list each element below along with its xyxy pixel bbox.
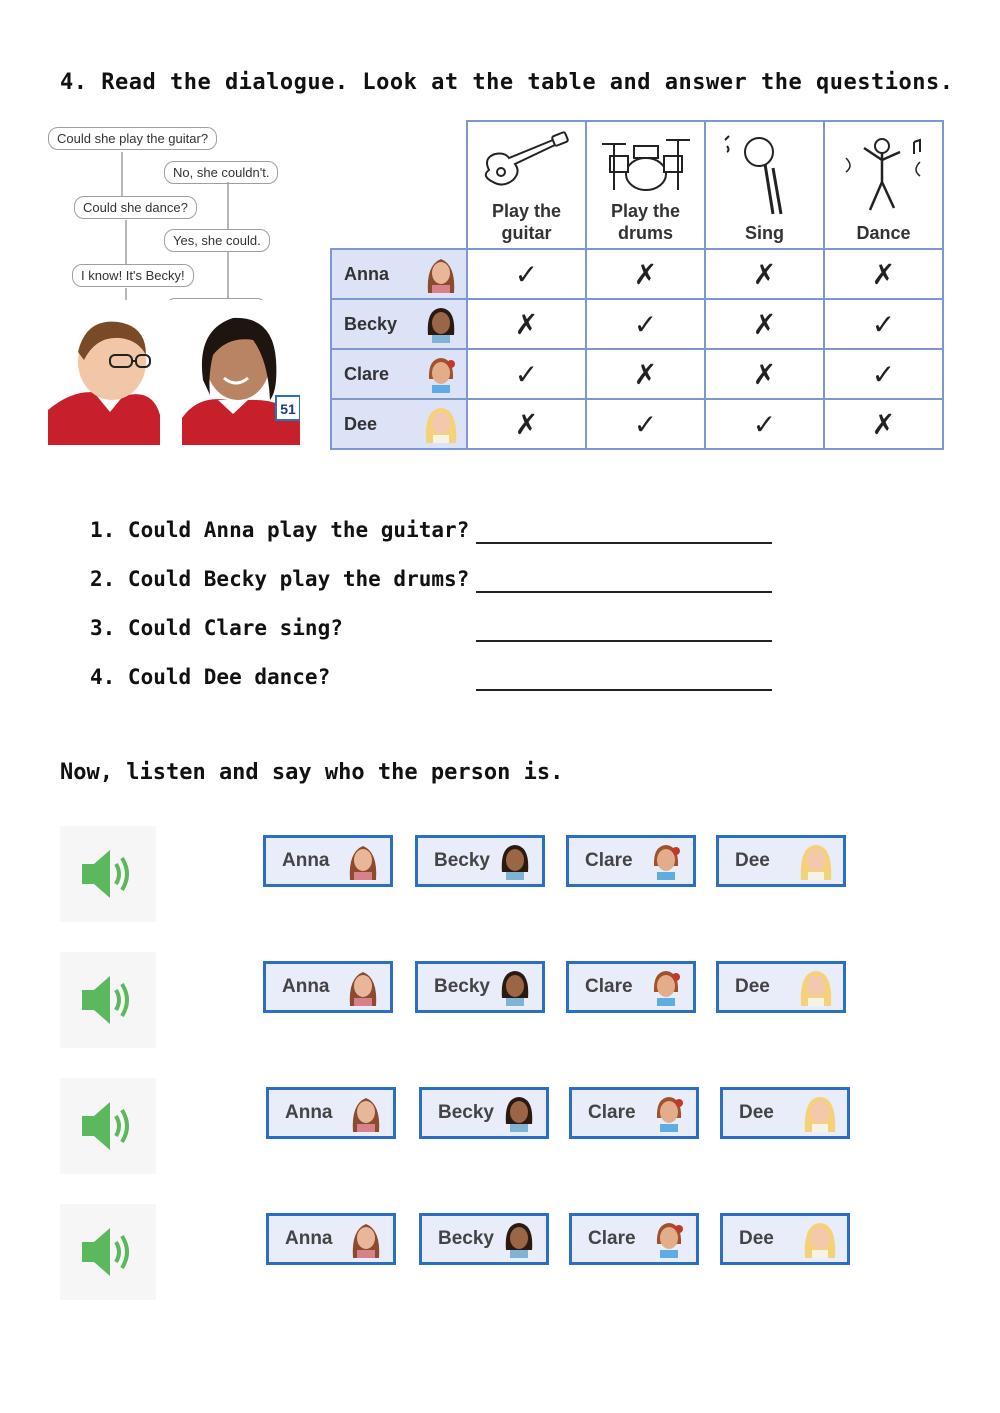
table-mark: ✗ bbox=[705, 349, 824, 399]
answer-option-clare[interactable] bbox=[566, 835, 696, 887]
speech-bubble: Could she dance? bbox=[74, 196, 197, 219]
table-mark: ✗ bbox=[467, 399, 586, 449]
option-label: Clare bbox=[588, 1228, 636, 1249]
table-mark: ✗ bbox=[586, 349, 705, 399]
children-photo bbox=[48, 300, 300, 445]
answer-option-clare[interactable] bbox=[569, 1213, 699, 1265]
table-row bbox=[331, 249, 943, 299]
answer-field[interactable] bbox=[476, 640, 772, 642]
speaker-icon bbox=[76, 1096, 140, 1156]
becky-avatar-icon bbox=[498, 967, 532, 1007]
anna-avatar-icon bbox=[349, 1219, 383, 1259]
clare-avatar-icon bbox=[649, 967, 683, 1007]
table-row bbox=[331, 399, 943, 449]
option-label: Becky bbox=[438, 1102, 494, 1123]
audio-play-button[interactable] bbox=[60, 826, 156, 922]
microphone-icon bbox=[715, 132, 815, 216]
listen-heading: Now, listen and say who the person is. bbox=[60, 760, 564, 785]
question-row bbox=[90, 665, 790, 714]
speech-bubble: Yes, she could. bbox=[164, 229, 270, 252]
drums-icon bbox=[596, 130, 696, 194]
table-mark: ✗ bbox=[586, 249, 705, 299]
row-name-cell: Clare bbox=[331, 349, 467, 399]
answer-field[interactable] bbox=[476, 689, 772, 691]
audio-play-button[interactable] bbox=[60, 1204, 156, 1300]
answer-option-dee[interactable] bbox=[720, 1087, 850, 1139]
column-header bbox=[705, 121, 824, 249]
ability-table bbox=[330, 120, 944, 450]
option-label: Clare bbox=[588, 1102, 636, 1123]
becky-avatar-icon bbox=[502, 1093, 536, 1133]
speech-bubble: No, she couldn't. bbox=[164, 161, 278, 184]
speaker-icon bbox=[76, 844, 140, 904]
question-list bbox=[90, 518, 790, 714]
column-label: Play the drums bbox=[610, 201, 681, 243]
guitar-icon bbox=[477, 130, 577, 194]
table-mark: ✗ bbox=[467, 299, 586, 349]
answer-option-dee[interactable] bbox=[716, 961, 846, 1013]
clare-avatar-icon bbox=[424, 355, 458, 393]
answer-option-anna[interactable] bbox=[266, 1087, 396, 1139]
answer-field[interactable] bbox=[476, 591, 772, 593]
anna-avatar-icon bbox=[346, 841, 380, 881]
option-label: Anna bbox=[285, 1228, 333, 1249]
speech-bubble: Could she play the guitar? bbox=[48, 127, 217, 150]
table-mark: ✗ bbox=[705, 299, 824, 349]
dee-avatar-icon bbox=[424, 405, 458, 443]
option-label: Anna bbox=[285, 1102, 333, 1123]
answer-option-dee[interactable] bbox=[720, 1213, 850, 1265]
answer-option-dee[interactable] bbox=[716, 835, 846, 887]
option-label: Becky bbox=[438, 1228, 494, 1249]
option-label: Dee bbox=[739, 1228, 774, 1249]
audio-play-button[interactable] bbox=[60, 1078, 156, 1174]
question-row bbox=[90, 518, 790, 567]
row-name-cell: Anna bbox=[331, 249, 467, 299]
column-label: Play the guitar bbox=[491, 201, 562, 243]
question-text: 4. Could Dee dance? bbox=[90, 665, 331, 689]
table-mark: ✓ bbox=[586, 399, 705, 449]
answer-option-anna[interactable] bbox=[266, 1213, 396, 1265]
row-name-cell: Becky bbox=[331, 299, 467, 349]
audio-play-button[interactable] bbox=[60, 952, 156, 1048]
page-badge: 51 bbox=[280, 401, 296, 417]
table-row bbox=[331, 349, 943, 399]
column-label: Sing bbox=[745, 223, 784, 243]
speaker-icon bbox=[76, 1222, 140, 1282]
option-label: Becky bbox=[434, 850, 490, 871]
option-label: Dee bbox=[735, 976, 770, 997]
table-mark: ✓ bbox=[467, 349, 586, 399]
table-mark: ✓ bbox=[824, 349, 943, 399]
dee-avatar-icon bbox=[799, 967, 833, 1007]
table-mark: ✓ bbox=[705, 399, 824, 449]
table-mark: ✓ bbox=[467, 249, 586, 299]
table-header-row bbox=[331, 121, 943, 249]
question-text: 3. Could Clare sing? bbox=[90, 616, 343, 640]
option-label: Anna bbox=[282, 976, 330, 997]
column-header bbox=[467, 121, 586, 249]
answer-option-anna[interactable] bbox=[263, 961, 393, 1013]
option-label: Dee bbox=[735, 850, 770, 871]
dee-avatar-icon bbox=[799, 841, 833, 881]
option-label: Dee bbox=[739, 1102, 774, 1123]
answer-option-becky[interactable] bbox=[415, 961, 545, 1013]
clare-avatar-icon bbox=[649, 841, 683, 881]
speaker-icon bbox=[76, 970, 140, 1030]
anna-avatar-icon bbox=[349, 1093, 383, 1133]
table-mark: ✗ bbox=[824, 249, 943, 299]
option-label: Clare bbox=[585, 850, 633, 871]
table-mark: ✓ bbox=[824, 299, 943, 349]
dee-avatar-icon bbox=[803, 1093, 837, 1133]
clare-avatar-icon bbox=[652, 1093, 686, 1133]
option-label: Anna bbox=[282, 850, 330, 871]
table-mark: ✓ bbox=[586, 299, 705, 349]
dancer-icon bbox=[834, 132, 934, 216]
question-row bbox=[90, 567, 790, 616]
becky-avatar-icon bbox=[502, 1219, 536, 1259]
answer-field[interactable] bbox=[476, 542, 772, 544]
becky-avatar-icon bbox=[424, 305, 458, 343]
row-name-cell: Dee bbox=[331, 399, 467, 449]
option-label: Becky bbox=[434, 976, 490, 997]
answer-option-becky[interactable] bbox=[415, 835, 545, 887]
answer-option-clare[interactable] bbox=[566, 961, 696, 1013]
anna-avatar-icon bbox=[424, 255, 458, 293]
question-text: 1. Could Anna play the guitar? bbox=[90, 518, 470, 542]
column-header bbox=[586, 121, 705, 249]
answer-option-becky[interactable] bbox=[419, 1087, 549, 1139]
speech-bubble: I know! It's Becky! bbox=[72, 264, 194, 287]
question-row bbox=[90, 616, 790, 665]
column-header bbox=[824, 121, 943, 249]
becky-avatar-icon bbox=[498, 841, 532, 881]
answer-option-clare[interactable] bbox=[569, 1087, 699, 1139]
exercise-heading: 4. Read the dialogue. Look at the table and answer the questions. bbox=[60, 70, 954, 95]
answer-option-anna[interactable] bbox=[263, 835, 393, 887]
column-label: Dance bbox=[856, 223, 911, 243]
table-mark: ✗ bbox=[824, 399, 943, 449]
anna-avatar-icon bbox=[346, 967, 380, 1007]
question-text: 2. Could Becky play the drums? bbox=[90, 567, 470, 591]
clare-avatar-icon bbox=[652, 1219, 686, 1259]
answer-option-becky[interactable] bbox=[419, 1213, 549, 1265]
table-row bbox=[331, 299, 943, 349]
option-label: Clare bbox=[585, 976, 633, 997]
table-mark: ✗ bbox=[705, 249, 824, 299]
dee-avatar-icon bbox=[803, 1219, 837, 1259]
